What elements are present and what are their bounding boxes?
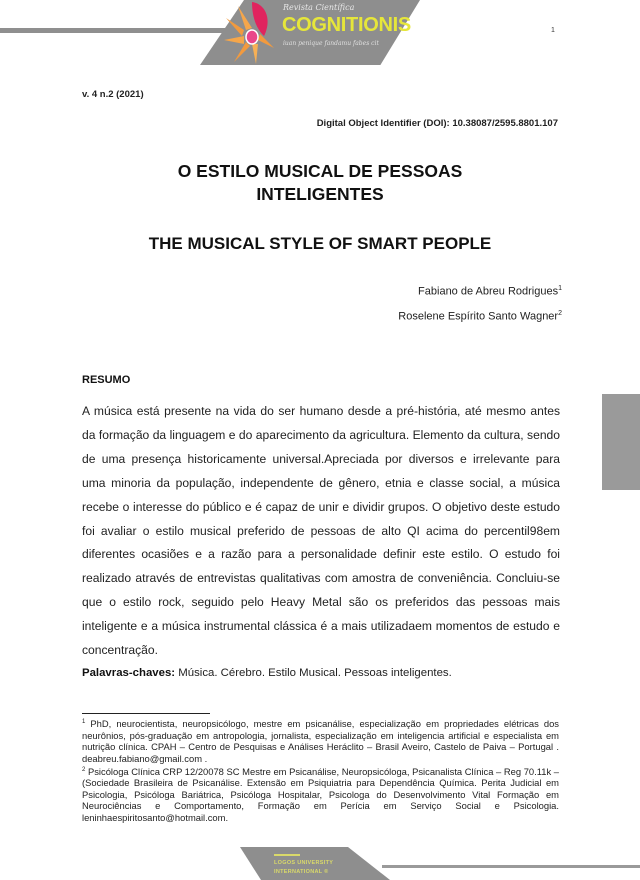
author-name: Fabiano de Abreu Rodrigues xyxy=(418,285,559,298)
footnote-text: Psicóloga Clínica CRP 12/20078 SC Mestre em Psicanálise, Neuropsicóloga, Psicanalista Clínica – Reg 70.11k – (Sociedade Brasileira de Psicanálise. Extensão em Psiquiatria para Dependência Química. Perita Judicial em Psicologia, Psicóloga Bariátrica, Psicóloga Hospitalar, Psicologa do Desenvolvimento Vital Formação em Neurociências e Comportamento, Formação em Perícia em Serviço Social e Psicologia. leninhaespiritosanto@hotmail.com. xyxy=(82,765,560,823)
footnote-ref: 2 xyxy=(558,310,562,317)
journal-flower-logo-icon xyxy=(222,0,282,64)
author-name: Roselene Espírito Santo Wagner xyxy=(398,310,559,323)
keywords xyxy=(82,667,452,679)
footer-publisher-line1: LOGOS UNIVERSITY xyxy=(274,860,334,866)
footnote-number: 1 xyxy=(82,719,86,725)
keywords-label: Palavras-chaves: xyxy=(82,667,176,679)
title-english: THE MUSICAL STYLE OF SMART PEOPLE xyxy=(148,234,492,253)
title-portuguese xyxy=(100,160,540,206)
side-tab xyxy=(602,394,640,490)
author xyxy=(398,310,562,323)
page-number: 1 xyxy=(551,27,555,34)
footnote-number: 2 xyxy=(82,766,86,773)
author xyxy=(418,285,562,298)
journal-motto: iuan penique fandamu fabes cit xyxy=(283,40,379,47)
footnotes xyxy=(82,717,559,824)
header-rule xyxy=(0,28,230,33)
journal-name: COGNITIONIS xyxy=(282,14,411,36)
doi: Digital Object Identifier (DOI): 10.38087/2595.8801.107 xyxy=(316,118,558,129)
footnote-ref: 1 xyxy=(558,285,562,292)
title-portuguese-line2: INTELIGENTES xyxy=(256,184,384,204)
footnote-text: PhD, neurocientista, neuropsicólogo, mestre em psicanálise, especialização em propriedades elétricas dos neurônios, pós-graduação em antropologia, jornalista, especialização em inteligencia artificial e especialista em nutrição clínica. CPAH – Centro de Pesquisas e Análises Heráclito – Brasil Aveiro, Castelo de Paiva – Portugal . deabreu.fabiano@gmail.com . xyxy=(82,718,559,764)
footnote-divider xyxy=(82,713,210,714)
volume-issue: v. 4 n.2 (2021) xyxy=(82,89,144,100)
journal-subtitle: Revista Científica xyxy=(283,3,355,12)
footnote xyxy=(82,717,559,765)
title-portuguese-line1: O ESTILO MUSICAL DE PESSOAS xyxy=(177,161,463,181)
footer-publisher-line2: INTERNATIONAL ® xyxy=(274,869,329,875)
abstract-text: A música está presente na vida do ser humano desde a pré-história, até mesmo antes da formação da linguagem e do aparecimento da agricultura. Elemento da cultura, sendo de uma presença historicamente universal.Apreciada por diversos e irrelevante para uma minoria da população, independente de gênero, etnia e classe social, a música recebe o interesse do público e é capaz de unir e dividir grupos. O objetivo deste estudo foi avaliar o estilo musical preferido de pessoas de alto QI acima do percentil98em diferentes ocasiões e a razão para a personalidade definir este estilo. O estudo foi realizado através de entrevistas qualitativas com amostra de conveniência. Concluiu-se que o estilo rock, seguido pelo Heavy Metal são os preferidos das pessoas mais inteligente e a música instrumental clássica é a mais utilizadaem momentos de estudo e concentração. xyxy=(82,404,560,658)
keywords-value: Música. Cérebro. Estilo Musical. Pessoas inteligentes. xyxy=(178,667,452,679)
footer-rule xyxy=(382,865,640,868)
abstract-heading: RESUMO xyxy=(82,374,131,386)
footer-accent xyxy=(274,854,300,856)
footnote xyxy=(82,765,559,824)
